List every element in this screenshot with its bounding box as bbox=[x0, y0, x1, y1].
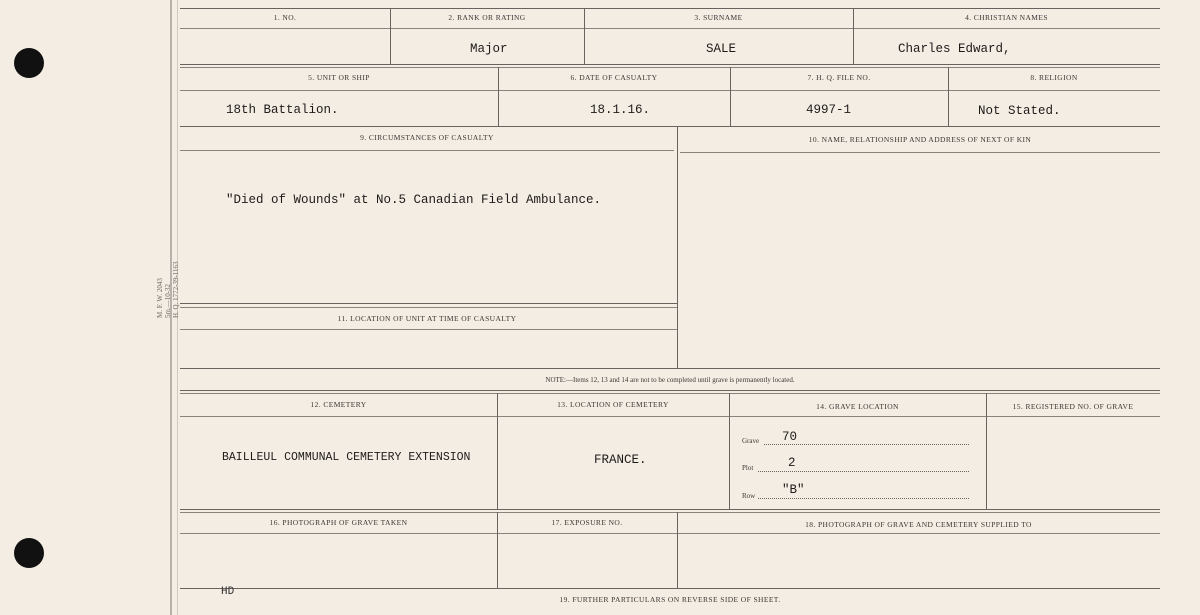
header-exposure: 17. EXPOSURE NO. bbox=[551, 518, 623, 527]
header-photo-taken: 16. PHOTOGRAPH OF GRAVE TAKEN bbox=[269, 518, 408, 527]
value-rank: Major bbox=[470, 42, 508, 56]
header-photo-supplied: 18. PHOTOGRAPH OF GRAVE AND CEMETERY SUPPLIED TO bbox=[805, 520, 1032, 529]
header-hq-file: 7. H. Q. FILE NO. bbox=[807, 73, 871, 82]
form-code-line: M. F. W. 2043 bbox=[156, 278, 164, 318]
header-date-casualty: 6. DATE OF CASUALTY bbox=[570, 73, 658, 82]
label-row: Row bbox=[742, 492, 756, 500]
header-rank: 2. RANK OR RATING bbox=[448, 13, 526, 22]
header-next-of-kin: 10. NAME, RELATIONSHIP AND ADDRESS OF NEXT OF KIN bbox=[808, 135, 1032, 144]
value-location-cemetery: FRANCE. bbox=[594, 453, 647, 467]
header-surname: 3. SURNAME bbox=[694, 13, 743, 22]
header-location-cemetery: 13. LOCATION OF CEMETERY bbox=[557, 400, 669, 409]
note-text: NOTE:—Items 12, 13 and 14 are not to be completed until grave is permanently located. bbox=[545, 376, 795, 384]
value-cemetery: BAILLEUL COMMUNAL CEMETERY EXTENSION bbox=[222, 451, 471, 464]
value-circumstances: "Died of Wounds" at No.5 Canadian Field Ambulance. bbox=[226, 193, 602, 207]
header-circumstances: 9. CIRCUMSTANCES OF CASUALTY bbox=[360, 133, 494, 142]
footer-further-particulars: 19. FURTHER PARTICULARS ON REVERSE SIDE OF SHEET. bbox=[559, 595, 781, 604]
header-registered-no: 15. REGISTERED NO. OF GRAVE bbox=[1012, 402, 1134, 411]
value-unit: 18th Battalion. bbox=[226, 103, 339, 117]
value-hq-file: 4997-1 bbox=[806, 103, 852, 117]
form-code-line: H. Q. 1772-39-1163 bbox=[172, 261, 180, 318]
label-grave: Grave bbox=[742, 437, 760, 445]
value-christian-names: Charles Edward, bbox=[898, 42, 1011, 56]
header-grave-location: 14. GRAVE LOCATION bbox=[816, 402, 899, 411]
header-no: 1. NO. bbox=[273, 13, 297, 22]
header-cemetery: 12. CEMETERY bbox=[310, 400, 367, 409]
initials-stamp: HD bbox=[221, 586, 235, 598]
header-christian-names: 4. CHRISTIAN NAMES bbox=[965, 13, 1048, 22]
value-grave: 70 bbox=[782, 430, 798, 444]
value-date-casualty: 18.1.16. bbox=[590, 103, 651, 117]
header-unit: 5. UNIT OR SHIP bbox=[308, 73, 370, 82]
header-religion: 8. RELIGION bbox=[1030, 73, 1078, 82]
value-surname: SALE bbox=[706, 42, 737, 56]
value-religion: Not Stated. bbox=[978, 104, 1061, 118]
label-plot: Plot bbox=[742, 464, 754, 472]
value-plot: 2 bbox=[788, 456, 796, 470]
form-code-stamp bbox=[156, 258, 180, 318]
punch-hole-top bbox=[14, 48, 44, 78]
header-location-unit: 11. LOCATION OF UNIT AT TIME OF CASUALTY bbox=[337, 314, 517, 323]
form-code-line: 5m.—10-32 bbox=[164, 283, 172, 318]
value-row: "B" bbox=[782, 483, 805, 497]
punch-hole-bottom bbox=[14, 538, 44, 568]
